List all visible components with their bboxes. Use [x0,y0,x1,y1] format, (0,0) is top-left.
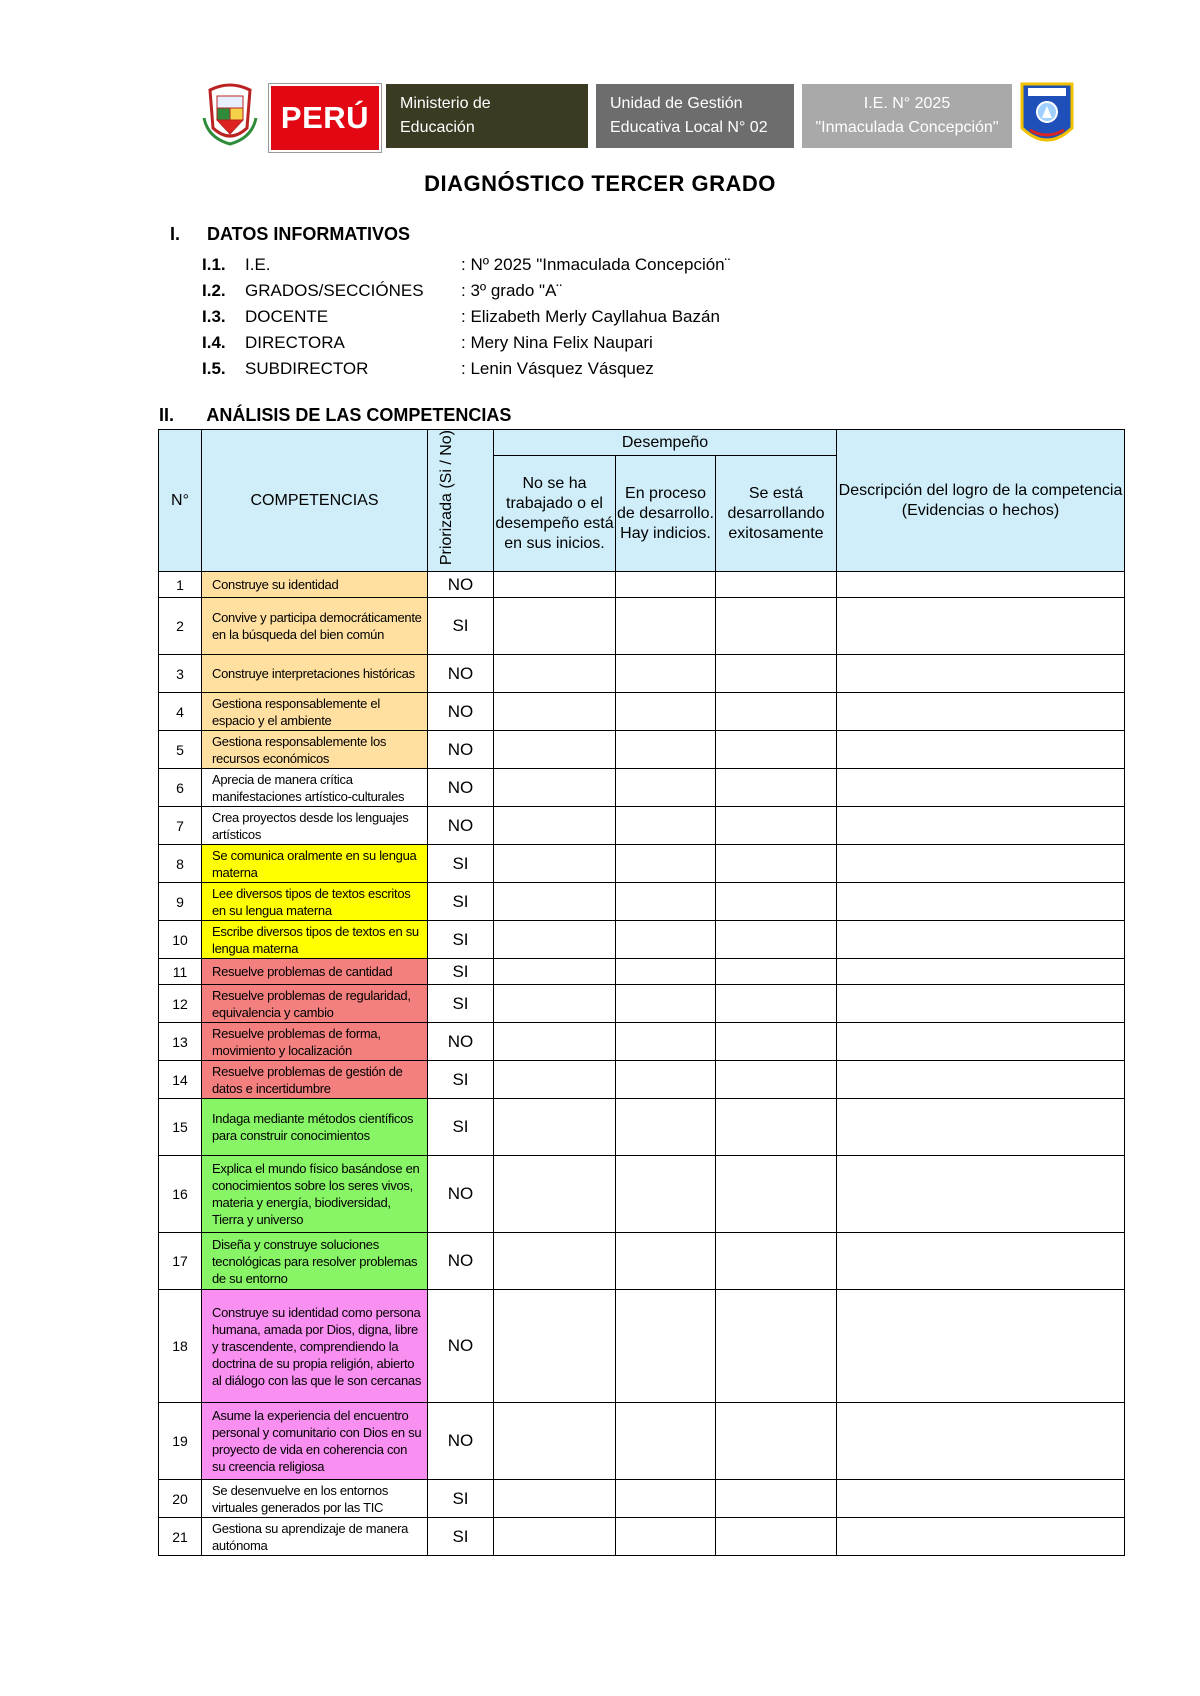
table-row [159,1233,1125,1290]
info-row [202,304,730,330]
header-level-3: Se está desarrollando exitosamente [716,456,837,572]
competency-name: Crea proyectos desde los lenguajes artísticos [202,807,428,845]
header-prioritized [428,430,494,572]
row-number: 13 [159,1023,202,1061]
row-number: 21 [159,1518,202,1556]
level-1-cell[interactable] [494,572,616,598]
level-2-cell[interactable] [616,598,716,655]
info-label: I.E. [245,255,271,274]
level-3-cell[interactable] [716,1061,837,1099]
table-row [159,1480,1125,1518]
competency-name: Gestiona responsablemente el espacio y el ambiente [202,693,428,731]
description-cell[interactable] [837,693,1125,731]
table-row [159,959,1125,985]
level-1-cell[interactable] [494,845,616,883]
section-heading-1 [170,224,410,245]
competency-name: Resuelve problemas de forma, movimiento y localización [202,1023,428,1061]
level-3-cell[interactable] [716,1156,837,1233]
section-label: DATOS INFORMATIVOS [207,224,411,244]
prioritized-value: NO [428,1156,494,1233]
level-3-cell[interactable] [716,572,837,598]
table-row [159,807,1125,845]
info-row [202,356,730,382]
level-1-cell[interactable] [494,1403,616,1480]
row-number: 4 [159,693,202,731]
competency-name: Construye su identidad como persona humana, amada por Dios, digna, libre y trascendente, comprendiendo la doctrina de su propia religión, abierto al diálogo con las que le son cercanas [202,1290,428,1403]
table-row [159,769,1125,807]
table-row [159,1518,1125,1556]
description-cell[interactable] [837,1290,1125,1403]
row-number: 9 [159,883,202,921]
prioritized-value: SI [428,1099,494,1156]
info-value: : Lenin Vásquez Vásquez [461,359,654,378]
level-3-cell[interactable] [716,1290,837,1403]
competency-name: Indaga mediante métodos científicos para construir conocimientos [202,1099,428,1156]
level-3-cell[interactable] [716,921,837,959]
table-row [159,655,1125,693]
level-3-cell[interactable] [716,1403,837,1480]
info-value: : Nº 2025 "Inmaculada Concepción¨ [461,255,731,274]
prioritized-value: NO [428,572,494,598]
level-1-cell[interactable] [494,731,616,769]
section-label: ANÁLISIS DE LAS COMPETENCIAS [206,405,512,425]
level-2-cell[interactable] [616,655,716,693]
level-1-cell[interactable] [494,1290,616,1403]
table-row [159,572,1125,598]
competency-name: Escribe diversos tipos de textos en su lengua materna [202,921,428,959]
ministry-line-2: Educación [400,119,475,136]
level-2-cell[interactable] [616,1518,716,1556]
row-number: 20 [159,1480,202,1518]
section-heading-2 [159,405,511,426]
ministry-label [386,84,588,148]
level-3-cell[interactable] [716,769,837,807]
table-body [159,572,1125,1556]
prioritized-value: NO [428,1290,494,1403]
competency-name: Diseña y construye soluciones tecnológicas para resolver problemas de su entorno [202,1233,428,1290]
row-number: 15 [159,1099,202,1156]
table-row [159,1061,1125,1099]
level-3-cell[interactable] [716,731,837,769]
table-row [159,985,1125,1023]
info-value: : 3º grado "A¨ [461,281,563,300]
description-cell[interactable] [837,1156,1125,1233]
competency-name: Convive y participa democráticamente en la búsqueda del bien común [202,598,428,655]
level-3-cell[interactable] [716,1023,837,1061]
level-3-cell[interactable] [716,985,837,1023]
table-row [159,598,1125,655]
table-row [159,1290,1125,1403]
level-1-cell[interactable] [494,1061,616,1099]
level-2-cell[interactable] [616,1480,716,1518]
level-1-cell[interactable] [494,1023,616,1061]
row-number: 1 [159,572,202,598]
description-cell[interactable] [837,921,1125,959]
info-key: I.2. [202,281,226,300]
info-value: : Mery Nina Felix Naupari [461,333,653,352]
level-1-cell[interactable] [494,1518,616,1556]
level-2-cell[interactable] [616,1099,716,1156]
prioritized-value: SI [428,598,494,655]
competency-name: Aprecia de manera crítica manifestaciones artístico-culturales [202,769,428,807]
description-cell[interactable] [837,883,1125,921]
description-cell[interactable] [837,598,1125,655]
level-1-cell[interactable] [494,985,616,1023]
level-2-cell[interactable] [616,1156,716,1233]
info-label: DOCENTE [245,307,329,326]
competency-name: Explica el mundo físico basándose en conocimientos sobre los seres vivos, materia y energía, biodiversidad, Tierra y universo [202,1156,428,1233]
header-number: N° [159,430,202,572]
prioritized-value: NO [428,1023,494,1061]
row-number: 6 [159,769,202,807]
level-3-cell[interactable] [716,598,837,655]
info-key: I.5. [202,359,226,378]
peru-brand-logo: PERÚ [269,84,381,152]
level-3-cell[interactable] [716,845,837,883]
level-3-cell[interactable] [716,1233,837,1290]
level-3-cell[interactable] [716,693,837,731]
competency-name: Gestiona su aprendizaje de manera autónoma [202,1518,428,1556]
info-label: DIRECTORA [245,333,345,352]
description-cell[interactable] [837,1233,1125,1290]
description-cell[interactable] [837,845,1125,883]
description-cell[interactable] [837,1403,1125,1480]
prioritized-value: SI [428,883,494,921]
description-cell[interactable] [837,1518,1125,1556]
level-1-cell[interactable] [494,921,616,959]
row-number: 5 [159,731,202,769]
description-cell[interactable] [837,572,1125,598]
school-crest-icon [1018,78,1076,154]
description-cell[interactable] [837,985,1125,1023]
level-3-cell[interactable] [716,1099,837,1156]
competency-name: Lee diversos tipos de textos escritos en su lengua materna [202,883,428,921]
level-2-cell[interactable] [616,731,716,769]
header-level-1: No se ha trabajado o el desempeño está en sus inicios. [494,456,616,572]
competency-name: Se comunica oralmente en su lengua materna [202,845,428,883]
description-cell[interactable] [837,655,1125,693]
description-cell[interactable] [837,1061,1125,1099]
level-3-cell[interactable] [716,1480,837,1518]
description-cell[interactable] [837,769,1125,807]
level-2-cell[interactable] [616,572,716,598]
prioritized-value: SI [428,985,494,1023]
info-list [202,252,730,382]
level-2-cell[interactable] [616,1403,716,1480]
page-title: DIAGNÓSTICO TERCER GRADO [424,171,776,196]
header-competencies: COMPETENCIAS [202,430,428,572]
table-row [159,1403,1125,1480]
level-2-cell[interactable] [616,1233,716,1290]
competency-name: Gestiona responsablemente los recursos económicos [202,731,428,769]
section-number: I. [170,224,181,244]
table-row [159,1099,1125,1156]
level-2-cell[interactable] [616,921,716,959]
level-1-cell[interactable] [494,1480,616,1518]
level-1-cell[interactable] [494,655,616,693]
prioritized-value: NO [428,655,494,693]
prioritized-value: NO [428,1403,494,1480]
info-value: : Elizabeth Merly Cayllahua Bazán [461,307,720,326]
prioritized-value: SI [428,1061,494,1099]
level-1-cell[interactable] [494,769,616,807]
level-1-cell[interactable] [494,1099,616,1156]
level-2-cell[interactable] [616,807,716,845]
prioritized-value: SI [428,959,494,985]
prioritized-value: NO [428,807,494,845]
row-number: 19 [159,1403,202,1480]
row-number: 18 [159,1290,202,1403]
ugel-line-2: Educativa Local N° 02 [610,119,768,136]
competency-name: Resuelve problemas de regularidad, equivalencia y cambio [202,985,428,1023]
ugel-line-1: Unidad de Gestión [610,95,743,112]
school-label [802,84,1012,148]
row-number: 10 [159,921,202,959]
level-3-cell[interactable] [716,655,837,693]
info-label: SUBDIRECTOR [245,359,369,378]
row-number: 8 [159,845,202,883]
level-2-cell[interactable] [616,693,716,731]
level-2-cell[interactable] [616,1023,716,1061]
level-2-cell[interactable] [616,1061,716,1099]
row-number: 16 [159,1156,202,1233]
row-number: 14 [159,1061,202,1099]
level-3-cell[interactable] [716,807,837,845]
prioritized-value: NO [428,1233,494,1290]
competencies-table [158,429,1125,1556]
level-3-cell[interactable] [716,1518,837,1556]
description-cell[interactable] [837,959,1125,985]
national-coat-of-arms-icon [200,78,260,148]
level-2-cell[interactable] [616,883,716,921]
competency-name: Asume la experiencia del encuentro personal y comunitario con Dios en su proyecto de vida en coherencia con su creencia religiosa [202,1403,428,1480]
row-number: 2 [159,598,202,655]
level-2-cell[interactable] [616,1290,716,1403]
description-cell[interactable] [837,731,1125,769]
info-row [202,278,730,304]
level-1-cell[interactable] [494,693,616,731]
competency-name: Construye interpretaciones históricas [202,655,428,693]
description-cell[interactable] [837,1099,1125,1156]
table-row [159,845,1125,883]
level-2-cell[interactable] [616,985,716,1023]
table-row [159,883,1125,921]
table-row [159,731,1125,769]
row-number: 3 [159,655,202,693]
header-prioritized-text: Priorizada (Si / No) [437,430,455,566]
table-row [159,1023,1125,1061]
description-cell[interactable] [837,807,1125,845]
row-number: 12 [159,985,202,1023]
competency-name: Resuelve problemas de gestión de datos e incertidumbre [202,1061,428,1099]
school-line-1: I.E. N° 2025 [863,95,951,112]
row-number: 7 [159,807,202,845]
description-cell[interactable] [837,1480,1125,1518]
prioritized-value: NO [428,731,494,769]
ministry-line-1: Ministerio de [400,95,491,112]
table-row [159,693,1125,731]
level-2-cell[interactable] [616,845,716,883]
level-2-cell[interactable] [616,769,716,807]
prioritized-value: SI [428,921,494,959]
level-2-cell[interactable] [616,959,716,985]
ugel-label [596,84,794,148]
info-key: I.4. [202,333,226,352]
competency-name: Construye su identidad [202,572,428,598]
level-1-cell[interactable] [494,598,616,655]
row-number: 11 [159,959,202,985]
competency-name: Se desenvuelve en los entornos virtuales generados por las TIC [202,1480,428,1518]
header-description: Descripción del logro de la competencia (Evidencias o hechos) [837,430,1125,572]
prioritized-value: SI [428,845,494,883]
description-cell[interactable] [837,1023,1125,1061]
level-1-cell[interactable] [494,883,616,921]
info-key: I.3. [202,307,226,326]
level-1-cell[interactable] [494,1233,616,1290]
section-number: II. [159,405,175,425]
level-1-cell[interactable] [494,959,616,985]
info-row [202,330,730,356]
level-3-cell[interactable] [716,883,837,921]
prioritized-value: NO [428,769,494,807]
level-3-cell[interactable] [716,959,837,985]
prioritized-value: NO [428,693,494,731]
header-level-2: En proceso de desarrollo. Hay indicios. [616,456,716,572]
table-row [159,921,1125,959]
school-line-2: "Inmaculada Concepción" [815,119,999,136]
prioritized-value: SI [428,1518,494,1556]
level-1-cell[interactable] [494,807,616,845]
table-row [159,1156,1125,1233]
prioritized-value: SI [428,1480,494,1518]
header-performance: Desempeño [494,430,837,456]
info-row [202,252,730,278]
row-number: 17 [159,1233,202,1290]
info-key: I.1. [202,255,226,274]
info-label: GRADOS/SECCIÓNES [245,281,424,300]
level-1-cell[interactable] [494,1156,616,1233]
competency-name: Resuelve problemas de cantidad [202,959,428,985]
